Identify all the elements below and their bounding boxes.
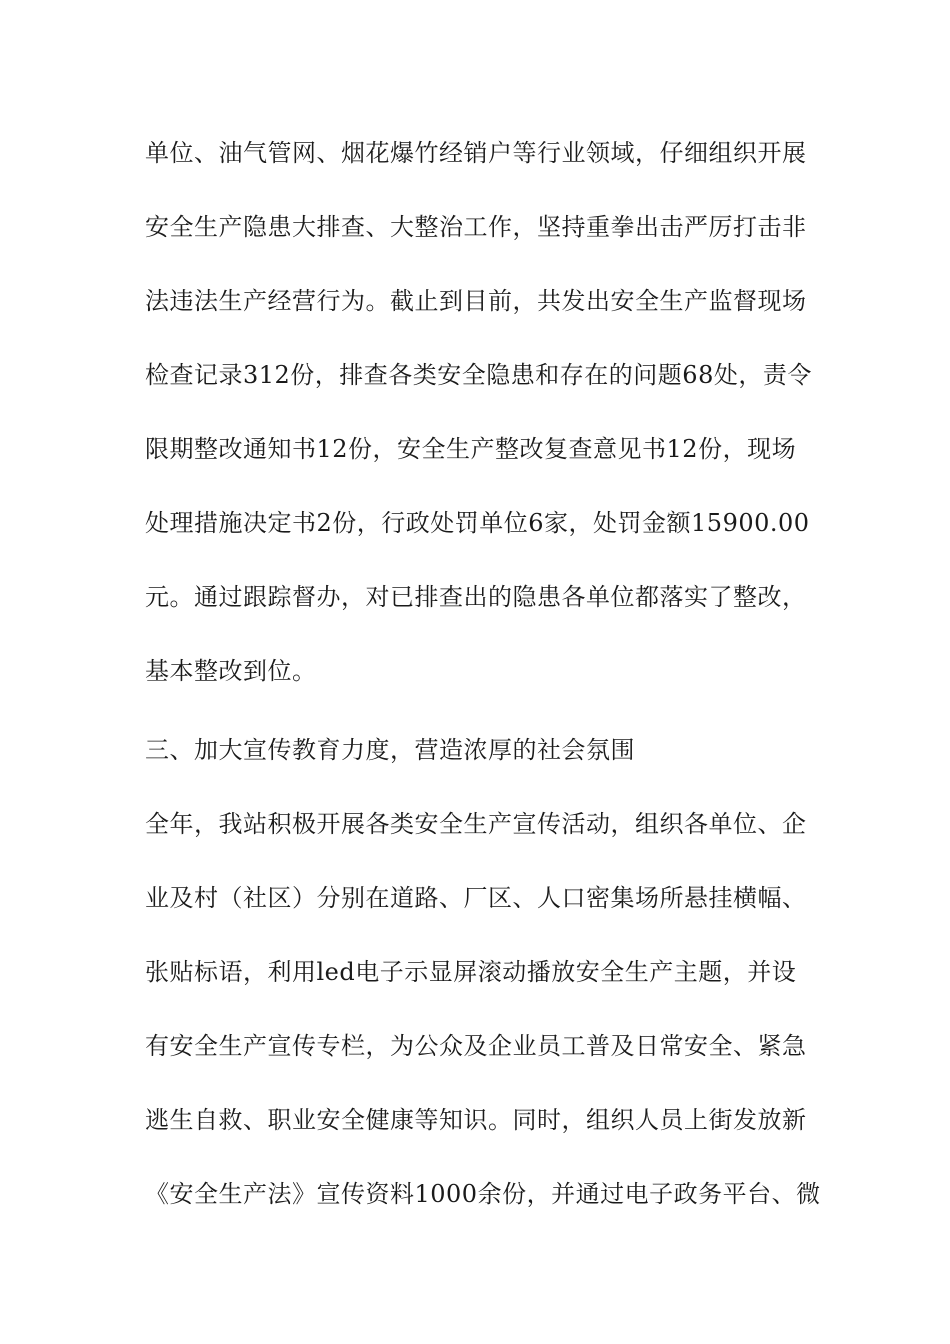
- body-text-line: 法违法生产经营行为。截止到目前，共发出安全生产监督现场: [145, 287, 807, 315]
- body-text-line: 单位、油气管网、烟花爆竹经销户等行业领域，仔细组织开展: [145, 139, 807, 167]
- body-text-line: 《安全生产法》宣传资料1000余份，并通过电子政务平台、微: [145, 1180, 821, 1208]
- body-text-line: 业及村（社区）分别在道路、厂区、人口密集场所悬挂横幅、: [145, 884, 807, 912]
- body-text-line: 安全生产隐患大排查、大整治工作，坚持重拳出击严厉打击非: [145, 213, 807, 241]
- body-text-line: 检查记录312份，排查各类安全隐患和存在的问题68处，责令: [145, 361, 812, 389]
- body-text-line: 全年，我站积极开展各类安全生产宣传活动，组织各单位、企: [145, 810, 807, 838]
- body-text-line: 处理措施决定书2份，行政处罚单位6家，处罚金额15900.00: [145, 509, 810, 537]
- body-text-line: 张贴标语，利用led电子示显屏滚动播放安全生产主题，并设: [145, 958, 797, 986]
- body-text-line: 逃生自救、职业安全健康等知识。同时，组织人员上街发放新: [145, 1106, 807, 1134]
- body-text-line: 限期整改通知书12份，安全生产整改复查意见书12份，现场: [145, 435, 797, 463]
- body-text-line: 基本整改到位。: [145, 657, 317, 685]
- body-text-line: 有安全生产宣传专栏，为公众及企业员工普及日常安全、紧急: [145, 1032, 807, 1060]
- section-heading: 三、加大宣传教育力度，营造浓厚的社会氛围: [145, 736, 635, 764]
- body-text-line: 元。通过跟踪督办，对已排查出的隐患各单位都落实了整改，: [145, 583, 807, 611]
